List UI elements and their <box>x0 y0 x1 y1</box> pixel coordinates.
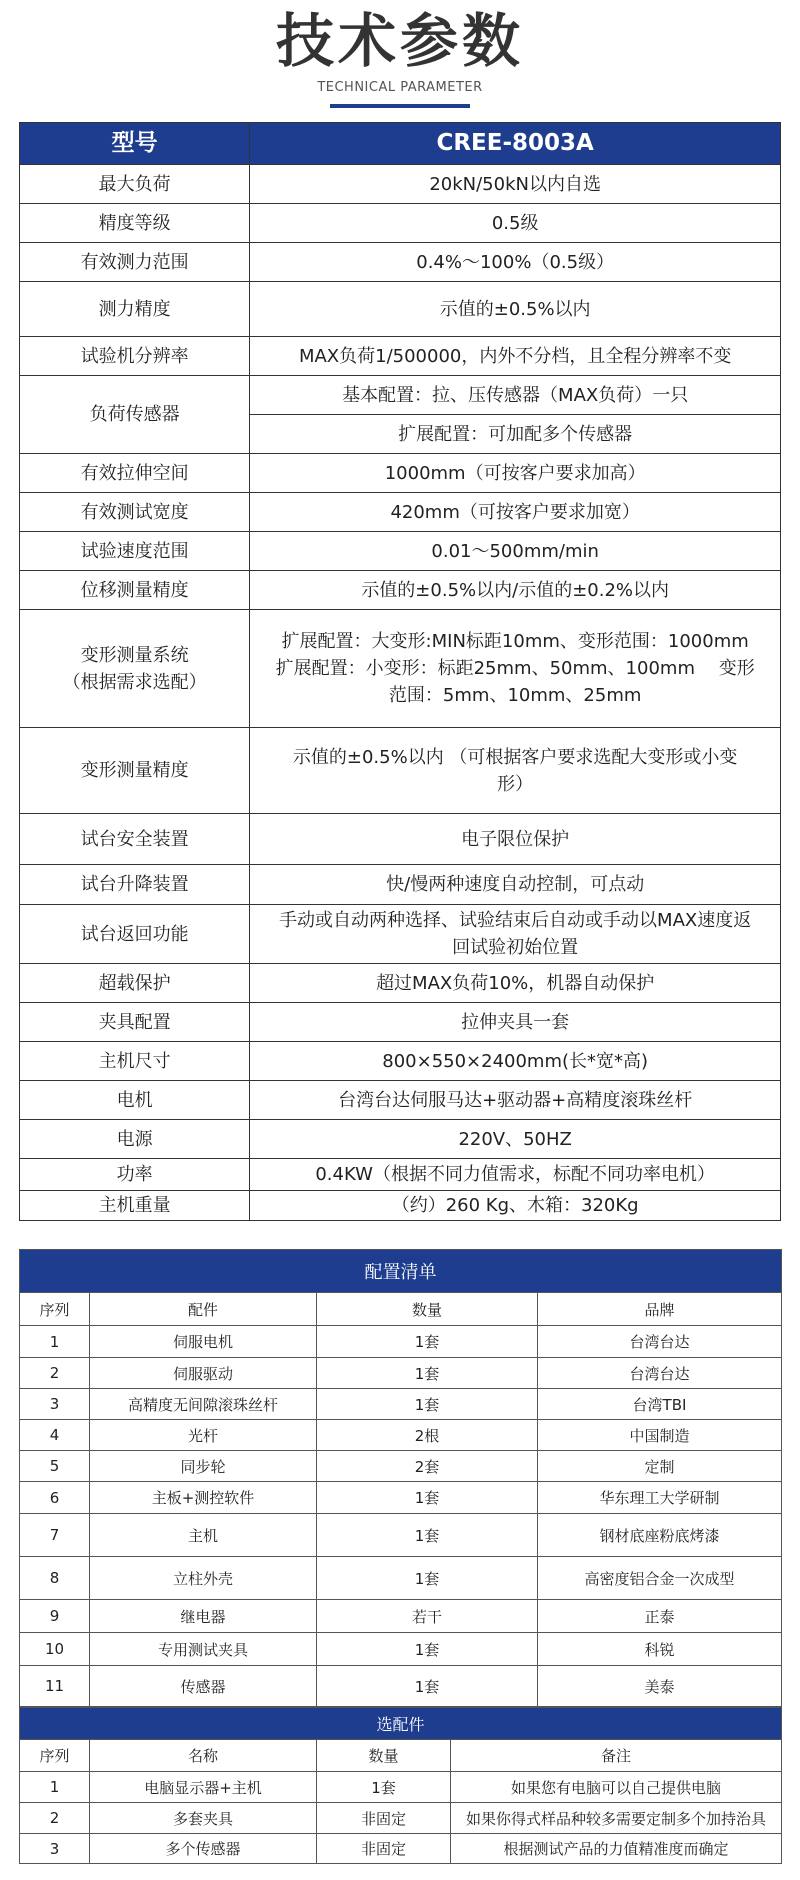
spec-label-line: （根据需求选配） <box>62 671 207 693</box>
config-cell-brand: 美泰 <box>538 1666 782 1707</box>
optional-cell-no: 1 <box>20 1772 90 1803</box>
optional-cell-qty: 1套 <box>317 1772 451 1803</box>
spec-value: 拉伸夹具一套 <box>250 1003 781 1042</box>
config-cell-brand: 台湾TBI <box>538 1389 782 1420</box>
config-row <box>20 1326 782 1358</box>
config-cell-part: 伺服电机 <box>90 1326 317 1358</box>
spec-value <box>250 610 781 728</box>
spec-value-line: 形） <box>497 773 534 795</box>
config-cell-no: 4 <box>20 1420 90 1451</box>
spec-row-tensile-space <box>20 454 781 493</box>
spec-value <box>250 728 781 814</box>
config-row <box>20 1633 782 1666</box>
spec-value-line: 示值的±0.5%以内 （可根据客户要求选配大变形或小变 <box>292 746 738 768</box>
spec-label: 试台升降装置 <box>20 865 250 905</box>
optional-row <box>20 1803 782 1834</box>
spec-value-line: 扩展配置：小变形：标距25mm、50mm、100mm 变形 <box>275 658 755 679</box>
spec-label: 夹具配置 <box>20 1003 250 1042</box>
spec-label: 型号 <box>20 123 250 165</box>
spec-row-speed-range <box>20 532 781 571</box>
config-cell-no: 7 <box>20 1514 90 1557</box>
spec-value: 0.5级 <box>250 204 781 243</box>
optional-cell-qty: 非固定 <box>317 1803 451 1834</box>
spec-row-load-sensor <box>20 376 781 415</box>
config-cell-qty: 1套 <box>317 1358 538 1389</box>
spec-row-size <box>20 1042 781 1081</box>
optional-cell-note: 如果您有电脑可以自己提供电脑 <box>451 1772 782 1803</box>
spec-row-return <box>20 905 781 964</box>
spec-label: 有效测力范围 <box>20 243 250 282</box>
optional-title: 选配件 <box>20 1708 782 1740</box>
config-cell-qty: 1套 <box>317 1666 538 1707</box>
spec-label: 变形测量精度 <box>20 728 250 814</box>
spec-row-lifting <box>20 865 781 905</box>
spec-row-force-range <box>20 243 781 282</box>
spec-label: 主机尺寸 <box>20 1042 250 1081</box>
column-header: 序列 <box>20 1740 90 1772</box>
config-cell-part: 主机 <box>90 1514 317 1557</box>
config-row <box>20 1557 782 1600</box>
optional-cell-qty: 非固定 <box>317 1834 451 1864</box>
spec-value: 超过MAX负荷10%，机器自动保护 <box>250 964 781 1003</box>
config-cell-part: 伺服驱动 <box>90 1358 317 1389</box>
column-header: 数量 <box>317 1740 451 1772</box>
config-cell-brand: 高密度铝合金一次成型 <box>538 1557 782 1600</box>
column-header: 品牌 <box>538 1293 782 1326</box>
spec-value: 0.01～500mm/min <box>250 532 781 571</box>
spec-row-displacement-accuracy <box>20 571 781 610</box>
optional-cell-name: 多套夹具 <box>90 1803 317 1834</box>
spec-label: 试验速度范围 <box>20 532 250 571</box>
spec-value: 基本配置：拉、压传感器（MAX负荷）一只 <box>250 376 781 415</box>
spec-value: CREE-8003A <box>250 123 781 165</box>
spec-label: 功率 <box>20 1159 250 1191</box>
config-cell-no: 10 <box>20 1633 90 1666</box>
config-cell-part: 光杆 <box>90 1420 317 1451</box>
config-row <box>20 1358 782 1389</box>
column-header: 名称 <box>90 1740 317 1772</box>
config-cell-brand: 定制 <box>538 1451 782 1482</box>
spec-value: 扩展配置：可加配多个传感器 <box>250 415 781 454</box>
config-cell-brand: 正泰 <box>538 1600 782 1633</box>
config-cell-part: 继电器 <box>90 1600 317 1633</box>
optional-header-row <box>20 1740 782 1772</box>
config-row <box>20 1514 782 1557</box>
spec-label: 主机重量 <box>20 1191 250 1221</box>
spec-label-line: 变形测量系统 <box>80 644 189 666</box>
optional-row <box>20 1772 782 1803</box>
config-cell-qty: 2根 <box>317 1420 538 1451</box>
spec-row-force-accuracy <box>20 282 781 337</box>
config-cell-no: 5 <box>20 1451 90 1482</box>
spec-value: 20kN/50kN以内自选 <box>250 165 781 204</box>
column-header: 配件 <box>90 1293 317 1326</box>
optional-cell-no: 2 <box>20 1803 90 1834</box>
spec-row-accuracy-class <box>20 204 781 243</box>
spec-value: 800×550×2400mm(长*宽*高) <box>250 1042 781 1081</box>
spec-label: 负荷传感器 <box>20 376 250 454</box>
config-cell-qty: 2套 <box>317 1451 538 1482</box>
spec-value-line: 手动或自动两种选择、试验结束后自动或手动以MAX速度返 <box>279 910 752 931</box>
config-cell-no: 11 <box>20 1666 90 1707</box>
spec-row-test-width <box>20 493 781 532</box>
config-cell-qty: 1套 <box>317 1389 538 1420</box>
config-row <box>20 1666 782 1707</box>
spec-label: 精度等级 <box>20 204 250 243</box>
config-cell-brand: 华东理工大学研制 <box>538 1482 782 1514</box>
config-cell-brand: 钢材底座粉底烤漆 <box>538 1514 782 1557</box>
column-header: 序列 <box>20 1293 90 1326</box>
spec-label: 电机 <box>20 1081 250 1120</box>
optional-cell-note: 根据测试产品的力值精准度而确定 <box>451 1834 782 1864</box>
spec-label <box>20 610 250 728</box>
spec-value-line: 回试验初始位置 <box>452 937 579 958</box>
config-cell-brand: 台湾台达 <box>538 1326 782 1358</box>
optional-row <box>20 1834 782 1864</box>
config-row <box>20 1389 782 1420</box>
optional-body <box>20 1772 782 1864</box>
spec-row-overload <box>20 964 781 1003</box>
column-header: 备注 <box>451 1740 782 1772</box>
spec-value: 示值的±0.5%以内 <box>250 282 781 337</box>
config-title: 配置清单 <box>20 1250 782 1293</box>
config-cell-qty: 1套 <box>317 1482 538 1514</box>
config-cell-no: 2 <box>20 1358 90 1389</box>
spec-value-line: 扩展配置：大变形:MIN标距10mm、变形范围：1000mm <box>281 631 749 652</box>
spec-table <box>19 122 781 1221</box>
spec-row-max-load <box>20 165 781 204</box>
config-row <box>20 1451 782 1482</box>
config-cell-brand: 中国制造 <box>538 1420 782 1451</box>
spec-value: 0.4KW（根据不同力值需求，标配不同功率电机） <box>250 1159 781 1191</box>
optional-cell-name: 电脑显示器+主机 <box>90 1772 317 1803</box>
spec-label: 试验机分辨率 <box>20 337 250 376</box>
title-underline <box>330 104 470 108</box>
config-cell-part: 主板+测控软件 <box>90 1482 317 1514</box>
spec-label: 试台安全装置 <box>20 814 250 865</box>
spec-row-safety <box>20 814 781 865</box>
column-header: 数量 <box>317 1293 538 1326</box>
spec-value: （约）260 Kg、木箱：320Kg <box>250 1191 781 1221</box>
spec-row-motor <box>20 1081 781 1120</box>
config-cell-qty: 1套 <box>317 1633 538 1666</box>
spec-label: 超载保护 <box>20 964 250 1003</box>
config-cell-part: 高精度无间隙滚珠丝杆 <box>90 1389 317 1420</box>
page-title: 技术参数 <box>275 7 524 75</box>
spec-value: 1000mm（可按客户要求加高） <box>250 454 781 493</box>
spec-value-line: 范围：5mm、10mm、25mm <box>388 685 642 706</box>
config-cell-no: 6 <box>20 1482 90 1514</box>
config-row <box>20 1420 782 1451</box>
spec-row-weight <box>20 1191 781 1221</box>
config-body <box>20 1326 782 1707</box>
spec-value: 示值的±0.5%以内/示值的±0.2%以内 <box>250 571 781 610</box>
spec-label: 有效测试宽度 <box>20 493 250 532</box>
spec-label: 测力精度 <box>20 282 250 337</box>
page-subtitle: TECHNICAL PARAMETER <box>317 80 483 95</box>
spec-header-row <box>20 123 781 165</box>
config-header-row <box>20 1293 782 1326</box>
spec-value: 220V、50HZ <box>250 1120 781 1159</box>
config-cell-part: 专用测试夹具 <box>90 1633 317 1666</box>
config-cell-no: 3 <box>20 1389 90 1420</box>
spec-label: 最大负荷 <box>20 165 250 204</box>
spec-row-power-supply <box>20 1120 781 1159</box>
config-row <box>20 1482 782 1514</box>
spec-value: MAX负荷1/500000，内外不分档，且全程分辨率不变 <box>250 337 781 376</box>
spec-value: 台湾台达伺服马达+驱动器+高精度滚珠丝杆 <box>250 1081 781 1120</box>
spec-row-power <box>20 1159 781 1191</box>
config-cell-part: 同步轮 <box>90 1451 317 1482</box>
spec-label: 位移测量精度 <box>20 571 250 610</box>
optional-cell-name: 多个传感器 <box>90 1834 317 1864</box>
spec-value <box>250 905 781 964</box>
config-table <box>19 1249 782 1707</box>
config-row <box>20 1600 782 1633</box>
config-cell-brand: 科锐 <box>538 1633 782 1666</box>
spec-label: 有效拉伸空间 <box>20 454 250 493</box>
optional-cell-note: 如果你得式样品种较多需要定制多个加持治具 <box>451 1803 782 1834</box>
spec-row-deform-accuracy <box>20 728 781 814</box>
spec-row-fixture <box>20 1003 781 1042</box>
spec-label: 电源 <box>20 1120 250 1159</box>
spec-value: 快/慢两种速度自动控制，可点动 <box>250 865 781 905</box>
config-banner-row <box>20 1250 782 1293</box>
spec-value: 0.4%～100%（0.5级） <box>250 243 781 282</box>
spec-label: 试台返回功能 <box>20 905 250 964</box>
config-cell-no: 9 <box>20 1600 90 1633</box>
config-cell-no: 1 <box>20 1326 90 1358</box>
spec-row-deform-system <box>20 610 781 728</box>
config-cell-qty: 若干 <box>317 1600 538 1633</box>
config-cell-qty: 1套 <box>317 1514 538 1557</box>
optional-table <box>19 1707 782 1864</box>
config-cell-no: 8 <box>20 1557 90 1600</box>
config-cell-qty: 1套 <box>317 1557 538 1600</box>
optional-banner-row <box>20 1708 782 1740</box>
spec-value: 电子限位保护 <box>250 814 781 865</box>
spec-value: 420mm（可按客户要求加宽） <box>250 493 781 532</box>
page-header <box>0 0 800 118</box>
config-cell-part: 传感器 <box>90 1666 317 1707</box>
config-cell-qty: 1套 <box>317 1326 538 1358</box>
spec-row-resolution <box>20 337 781 376</box>
config-cell-part: 立柱外壳 <box>90 1557 317 1600</box>
optional-cell-no: 3 <box>20 1834 90 1864</box>
config-cell-brand: 台湾台达 <box>538 1358 782 1389</box>
